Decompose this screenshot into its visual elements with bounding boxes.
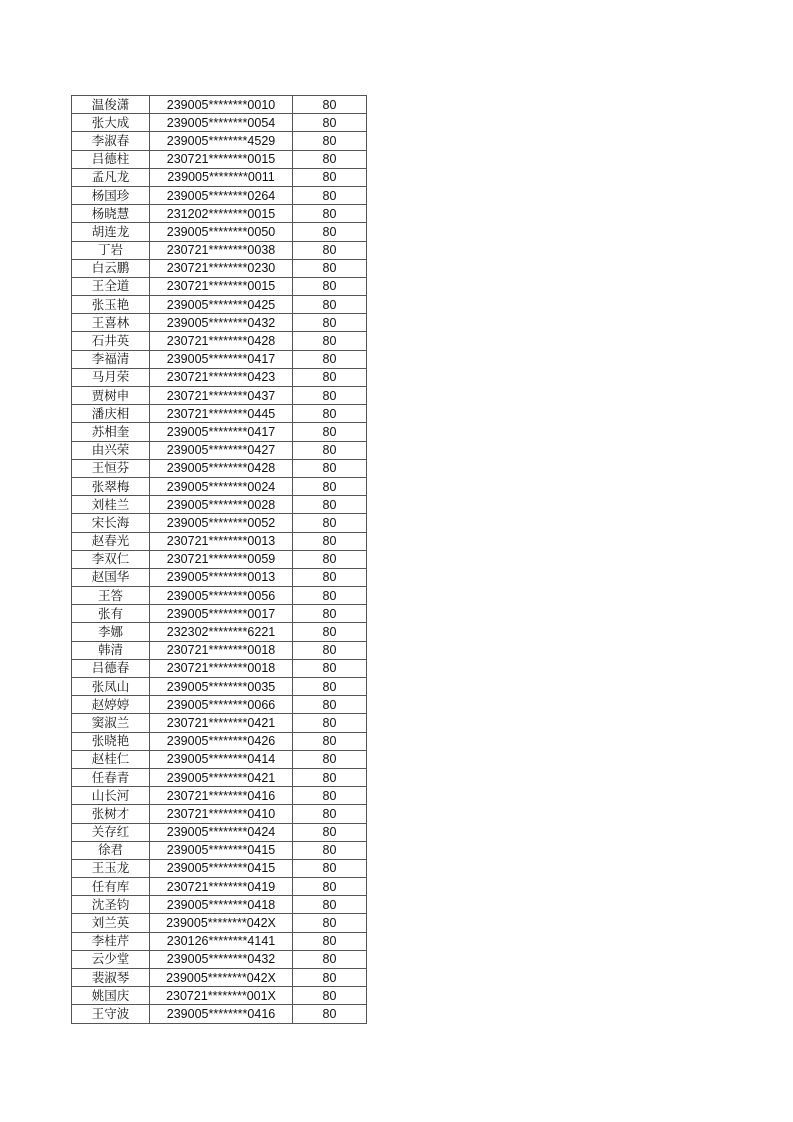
id-number-cell: 230721********001X: [150, 987, 293, 1005]
id-number-cell: 230721********0410: [150, 805, 293, 823]
roster-table-body: [72, 96, 367, 1024]
amount-cell: 80: [293, 441, 367, 459]
table-row: [72, 150, 367, 168]
table-row: [72, 114, 367, 132]
amount-cell: 80: [293, 878, 367, 896]
amount-cell: 80: [293, 823, 367, 841]
table-row: [72, 896, 367, 914]
id-number-cell: 239005********0424: [150, 823, 293, 841]
table-row: [72, 223, 367, 241]
id-number-cell: 239005********0427: [150, 441, 293, 459]
table-row: [72, 568, 367, 586]
table-row: [72, 732, 367, 750]
amount-cell: 80: [293, 241, 367, 259]
amount-cell: 80: [293, 387, 367, 405]
name-cell: 吕德春: [72, 659, 150, 677]
amount-cell: 80: [293, 696, 367, 714]
table-row: [72, 987, 367, 1005]
name-cell: 王玉龙: [72, 859, 150, 877]
id-number-cell: 230721********0015: [150, 277, 293, 295]
id-number-cell: 239005********0010: [150, 96, 293, 114]
table-row: [72, 96, 367, 114]
amount-cell: 80: [293, 496, 367, 514]
table-row: [72, 423, 367, 441]
id-number-cell: 239005********0426: [150, 732, 293, 750]
table-row: [72, 514, 367, 532]
id-number-cell: 239005********0415: [150, 841, 293, 859]
id-number-cell: 239005********0415: [150, 859, 293, 877]
id-number-cell: 239005********0066: [150, 696, 293, 714]
name-cell: 云少堂: [72, 950, 150, 968]
amount-cell: 80: [293, 350, 367, 368]
name-cell: 张晓艳: [72, 732, 150, 750]
table-row: [72, 241, 367, 259]
name-cell: 王答: [72, 587, 150, 605]
name-cell: 任春青: [72, 768, 150, 786]
amount-cell: 80: [293, 168, 367, 186]
name-cell: 李娜: [72, 623, 150, 641]
id-number-cell: 230721********0423: [150, 368, 293, 386]
amount-cell: 80: [293, 514, 367, 532]
table-row: [72, 532, 367, 550]
id-number-cell: 231202********0015: [150, 205, 293, 223]
table-row: [72, 314, 367, 332]
amount-cell: 80: [293, 423, 367, 441]
id-number-cell: 239005********0017: [150, 605, 293, 623]
amount-cell: 80: [293, 368, 367, 386]
table-row: [72, 387, 367, 405]
name-cell: 孟凡龙: [72, 168, 150, 186]
amount-cell: 80: [293, 132, 367, 150]
id-number-cell: 239005********0052: [150, 514, 293, 532]
amount-cell: 80: [293, 641, 367, 659]
table-row: [72, 805, 367, 823]
table-row: [72, 405, 367, 423]
name-cell: 李双仁: [72, 550, 150, 568]
amount-cell: 80: [293, 805, 367, 823]
id-number-cell: 230721********0419: [150, 878, 293, 896]
amount-cell: 80: [293, 477, 367, 495]
id-number-cell: 230721********0437: [150, 387, 293, 405]
table-row: [72, 714, 367, 732]
name-cell: 山长河: [72, 787, 150, 805]
id-number-cell: 230721********0416: [150, 787, 293, 805]
id-number-cell: 230721********0421: [150, 714, 293, 732]
name-cell: 李福清: [72, 350, 150, 368]
table-row: [72, 623, 367, 641]
name-cell: 石井英: [72, 332, 150, 350]
name-cell: 赵国华: [72, 568, 150, 586]
name-cell: 张凤山: [72, 678, 150, 696]
table-row: [72, 350, 367, 368]
table-row: [72, 332, 367, 350]
table-row: [72, 459, 367, 477]
amount-cell: 80: [293, 732, 367, 750]
amount-cell: 80: [293, 714, 367, 732]
id-number-cell: 239005********0417: [150, 423, 293, 441]
table-row: [72, 878, 367, 896]
name-cell: 杨国珍: [72, 186, 150, 204]
id-number-cell: 239005********4529: [150, 132, 293, 150]
amount-cell: 80: [293, 568, 367, 586]
id-number-cell: 239005********0417: [150, 350, 293, 368]
name-cell: 沈圣钧: [72, 896, 150, 914]
table-row: [72, 205, 367, 223]
name-cell: 吕德柱: [72, 150, 150, 168]
name-cell: 贾树申: [72, 387, 150, 405]
amount-cell: 80: [293, 587, 367, 605]
amount-cell: 80: [293, 405, 367, 423]
name-cell: 胡连龙: [72, 223, 150, 241]
table-row: [72, 1005, 367, 1023]
amount-cell: 80: [293, 150, 367, 168]
amount-cell: 80: [293, 914, 367, 932]
name-cell: 刘桂兰: [72, 496, 150, 514]
name-cell: 赵婷婷: [72, 696, 150, 714]
amount-cell: 80: [293, 768, 367, 786]
table-row: [72, 823, 367, 841]
name-cell: 宋长海: [72, 514, 150, 532]
table-row: [72, 168, 367, 186]
name-cell: 张有: [72, 605, 150, 623]
name-cell: 王喜林: [72, 314, 150, 332]
amount-cell: 80: [293, 532, 367, 550]
name-cell: 李桂芹: [72, 932, 150, 950]
table-row: [72, 259, 367, 277]
id-number-cell: 239005********0432: [150, 950, 293, 968]
id-number-cell: 239005********0035: [150, 678, 293, 696]
amount-cell: 80: [293, 859, 367, 877]
amount-cell: 80: [293, 841, 367, 859]
amount-cell: 80: [293, 114, 367, 132]
table-row: [72, 914, 367, 932]
name-cell: 王守波: [72, 1005, 150, 1023]
name-cell: 赵桂仁: [72, 750, 150, 768]
id-number-cell: 239005********0428: [150, 459, 293, 477]
name-cell: 姚国庆: [72, 987, 150, 1005]
id-number-cell: 230721********0018: [150, 641, 293, 659]
amount-cell: 80: [293, 950, 367, 968]
table-row: [72, 841, 367, 859]
id-number-cell: 239005********0432: [150, 314, 293, 332]
table-row: [72, 277, 367, 295]
id-number-cell: 239005********0414: [150, 750, 293, 768]
name-cell: 徐君: [72, 841, 150, 859]
table-row: [72, 132, 367, 150]
table-row: [72, 186, 367, 204]
table-row: [72, 950, 367, 968]
amount-cell: 80: [293, 332, 367, 350]
id-number-cell: 239005********0421: [150, 768, 293, 786]
name-cell: 温俊潇: [72, 96, 150, 114]
name-cell: 潘庆相: [72, 405, 150, 423]
table-row: [72, 441, 367, 459]
id-number-cell: 239005********0011: [150, 168, 293, 186]
amount-cell: 80: [293, 259, 367, 277]
id-number-cell: 239005********0024: [150, 477, 293, 495]
name-cell: 裴淑琴: [72, 969, 150, 987]
amount-cell: 80: [293, 969, 367, 987]
name-cell: 白云鹏: [72, 259, 150, 277]
id-number-cell: 239005********0054: [150, 114, 293, 132]
name-cell: 杨晓慧: [72, 205, 150, 223]
id-number-cell: 230721********0445: [150, 405, 293, 423]
table-row: [72, 587, 367, 605]
table-row: [72, 932, 367, 950]
name-cell: 关存红: [72, 823, 150, 841]
table-row: [72, 496, 367, 514]
amount-cell: 80: [293, 1005, 367, 1023]
id-number-cell: 230721********0230: [150, 259, 293, 277]
name-cell: 王恒芬: [72, 459, 150, 477]
name-cell: 由兴荣: [72, 441, 150, 459]
amount-cell: 80: [293, 96, 367, 114]
roster-table: [71, 95, 367, 1024]
name-cell: 韩清: [72, 641, 150, 659]
id-number-cell: 239005********0418: [150, 896, 293, 914]
amount-cell: 80: [293, 459, 367, 477]
amount-cell: 80: [293, 314, 367, 332]
table-row: [72, 750, 367, 768]
name-cell: 马月荣: [72, 368, 150, 386]
id-number-cell: 230721********0038: [150, 241, 293, 259]
name-cell: 王全道: [72, 277, 150, 295]
name-cell: 苏相奎: [72, 423, 150, 441]
id-number-cell: 239005********0050: [150, 223, 293, 241]
amount-cell: 80: [293, 987, 367, 1005]
amount-cell: 80: [293, 550, 367, 568]
name-cell: 窦淑兰: [72, 714, 150, 732]
id-number-cell: 232302********6221: [150, 623, 293, 641]
table-row: [72, 605, 367, 623]
id-number-cell: 239005********0028: [150, 496, 293, 514]
table-row: [72, 641, 367, 659]
id-number-cell: 230721********0428: [150, 332, 293, 350]
id-number-cell: 239005********0425: [150, 296, 293, 314]
table-row: [72, 768, 367, 786]
amount-cell: 80: [293, 223, 367, 241]
amount-cell: 80: [293, 623, 367, 641]
id-number-cell: 230721********0059: [150, 550, 293, 568]
name-cell: 张翠梅: [72, 477, 150, 495]
name-cell: 丁岩: [72, 241, 150, 259]
table-row: [72, 296, 367, 314]
id-number-cell: 239005********042X: [150, 914, 293, 932]
amount-cell: 80: [293, 277, 367, 295]
id-number-cell: 239005********0056: [150, 587, 293, 605]
name-cell: 赵春光: [72, 532, 150, 550]
table-row: [72, 969, 367, 987]
amount-cell: 80: [293, 186, 367, 204]
table-row: [72, 368, 367, 386]
table-row: [72, 550, 367, 568]
id-number-cell: 239005********0264: [150, 186, 293, 204]
amount-cell: 80: [293, 896, 367, 914]
table-row: [72, 678, 367, 696]
amount-cell: 80: [293, 932, 367, 950]
id-number-cell: 239005********0013: [150, 568, 293, 586]
id-number-cell: 230126********4141: [150, 932, 293, 950]
name-cell: 张大成: [72, 114, 150, 132]
amount-cell: 80: [293, 678, 367, 696]
amount-cell: 80: [293, 750, 367, 768]
name-cell: 李淑春: [72, 132, 150, 150]
id-number-cell: 239005********0416: [150, 1005, 293, 1023]
name-cell: 刘兰英: [72, 914, 150, 932]
name-cell: 任有库: [72, 878, 150, 896]
id-number-cell: 230721********0013: [150, 532, 293, 550]
table-row: [72, 696, 367, 714]
name-cell: 张玉艳: [72, 296, 150, 314]
table-row: [72, 787, 367, 805]
id-number-cell: 230721********0015: [150, 150, 293, 168]
name-cell: 张树才: [72, 805, 150, 823]
amount-cell: 80: [293, 205, 367, 223]
table-row: [72, 859, 367, 877]
id-number-cell: 239005********042X: [150, 969, 293, 987]
amount-cell: 80: [293, 296, 367, 314]
amount-cell: 80: [293, 605, 367, 623]
table-row: [72, 477, 367, 495]
amount-cell: 80: [293, 659, 367, 677]
amount-cell: 80: [293, 787, 367, 805]
id-number-cell: 230721********0018: [150, 659, 293, 677]
table-row: [72, 659, 367, 677]
